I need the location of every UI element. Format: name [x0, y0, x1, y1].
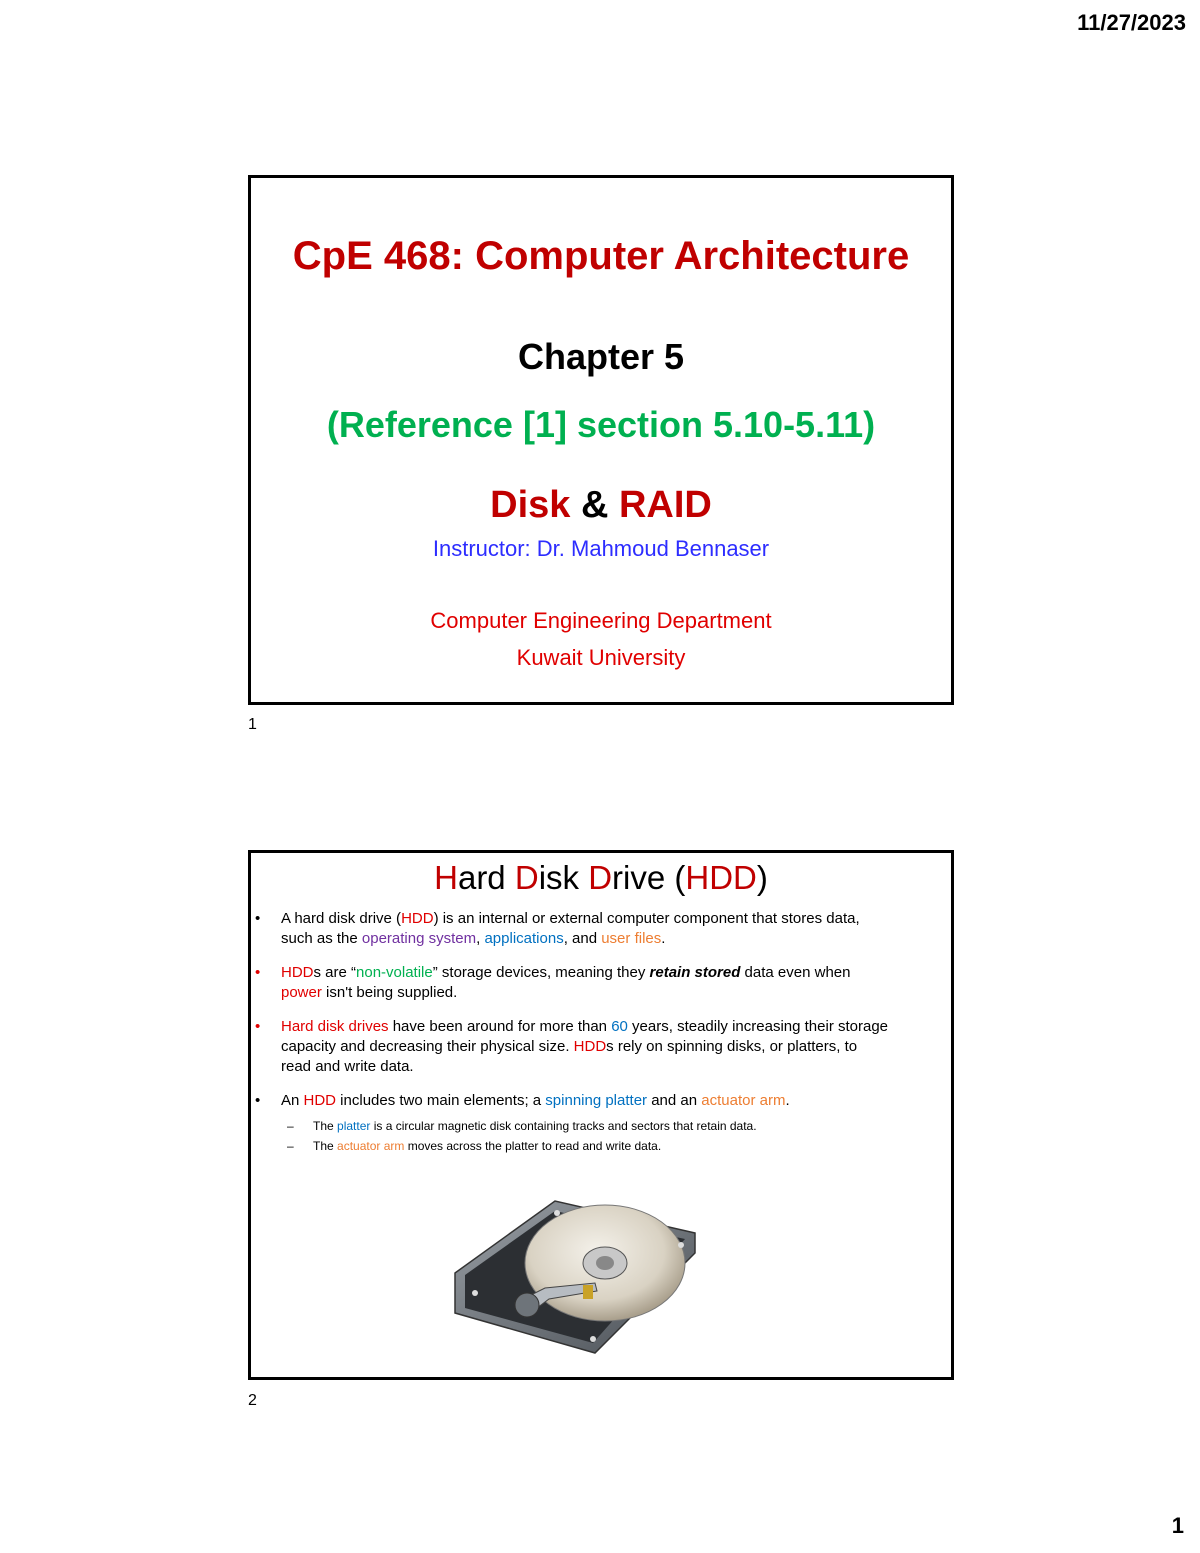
text: includes two main elements; a	[336, 1092, 546, 1109]
text: A hard disk drive (	[281, 910, 402, 927]
topic-ampersand: &	[570, 484, 619, 526]
topic-raid: RAID	[618, 484, 712, 526]
title-d1: D	[514, 859, 539, 896]
text-platter: platter	[337, 1119, 371, 1133]
text: ,	[476, 930, 485, 947]
department-line: Computer Engineering Department	[430, 608, 772, 633]
text-actuator-arm: actuator arm	[701, 1092, 786, 1109]
text: An	[281, 1092, 304, 1109]
page-date: 11/27/2023	[1077, 10, 1186, 35]
text: The	[313, 1139, 338, 1153]
dash-marker: –	[287, 1119, 294, 1133]
page-number: 1	[1171, 1513, 1184, 1538]
slide-number-2: 2	[248, 1392, 257, 1409]
text: years, steadily increasing their storage capacity and decreasing their physical size.	[281, 1018, 889, 1055]
bullet-2	[251, 963, 891, 1003]
text: have been around for more than	[388, 1018, 612, 1035]
bullet-1	[251, 909, 891, 949]
slide-2	[248, 850, 954, 1380]
text: s rely on spinning disks, or platters, to read and write data.	[281, 1038, 858, 1075]
text: s are “	[313, 964, 357, 981]
bullet-marker: •	[255, 1092, 261, 1109]
text-hdd: HDD	[281, 964, 314, 981]
slide-title	[251, 859, 951, 897]
text: data even when	[740, 964, 851, 981]
text: , and	[563, 930, 602, 947]
bullet-3	[251, 1017, 891, 1077]
chapter-heading: Chapter 5	[517, 336, 685, 377]
hard-disk-drive-image	[445, 1193, 705, 1363]
title-h: H	[434, 859, 458, 896]
slide-number-1: 1	[248, 716, 257, 733]
title-close: )	[756, 859, 768, 896]
dash-marker: –	[287, 1139, 294, 1153]
text: .	[661, 930, 666, 947]
bullet-4	[251, 1091, 891, 1111]
instructor-line: Instructor: Dr. Mahmoud Bennaser	[432, 536, 770, 561]
text-non-volatile: non-volatile	[356, 964, 433, 981]
slide-1	[248, 175, 954, 705]
text-actuator-arm: actuator arm	[337, 1139, 405, 1153]
text: and an	[647, 1092, 702, 1109]
topic-disk: Disk	[490, 484, 571, 526]
text: The	[313, 1119, 338, 1133]
text-user-files: user files	[601, 930, 662, 947]
title-d2: D	[588, 859, 613, 896]
text-years: 60	[611, 1018, 628, 1035]
title-rive: rive (	[612, 859, 686, 896]
text-spinning-platter: spinning platter	[545, 1092, 648, 1109]
course-title: CpE 468: Computer Architecture	[292, 234, 910, 278]
text-retain-stored: retain stored	[649, 964, 741, 981]
text-hdd: HDD	[303, 1092, 337, 1109]
text-hdd: HDD	[573, 1038, 607, 1055]
sub-bullet-1	[251, 1117, 891, 1135]
text-hard-disk-drives: Hard disk drives	[281, 1018, 389, 1035]
bullet-marker: •	[255, 910, 261, 927]
text-power: power	[281, 984, 322, 1001]
bullet-marker: •	[255, 964, 261, 981]
text: ) is an internal or external computer component that stores data, such as the	[281, 910, 860, 947]
title-hdd: HDD	[685, 859, 757, 896]
title-isk: isk	[538, 859, 589, 896]
text: moves across the platter to read and write data.	[404, 1139, 662, 1153]
text: is a circular magnetic disk containing tracks and sectors that retain data.	[370, 1119, 757, 1133]
bullet-list	[251, 909, 891, 1165]
reference-line: (Reference [1] section 5.10-5.11)	[326, 404, 876, 445]
text-hdd: HDD	[401, 910, 434, 927]
text-os: operating system	[361, 930, 477, 947]
text: ” storage devices, meaning they	[432, 964, 650, 981]
bullet-marker: •	[255, 1018, 261, 1035]
text: isn't being supplied.	[321, 984, 458, 1001]
topic-heading	[251, 484, 951, 527]
title-ard: ard	[457, 859, 515, 896]
university-line: Kuwait University	[516, 645, 686, 670]
text: .	[785, 1092, 790, 1109]
text-apps: applications	[484, 930, 564, 947]
sub-bullet-2	[251, 1137, 891, 1155]
